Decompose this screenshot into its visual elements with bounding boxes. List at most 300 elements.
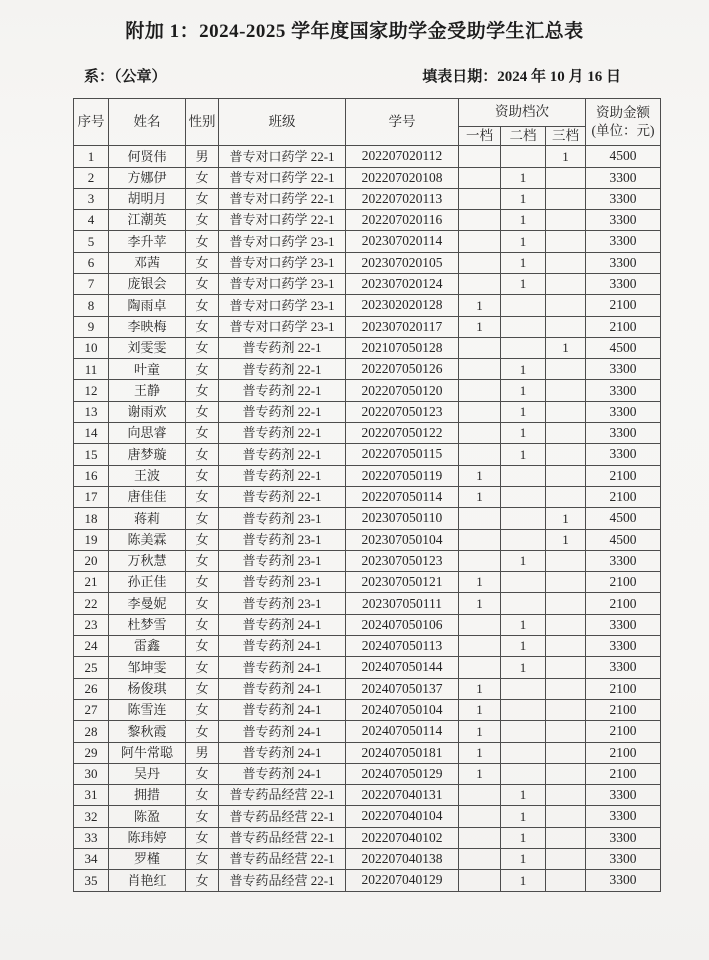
cell-tier2: 1: [501, 849, 546, 870]
cell-name: 何贤伟: [109, 146, 186, 167]
cell-gender: 女: [186, 316, 219, 337]
cell-amount: 2100: [586, 295, 661, 316]
cell-tier3: [546, 721, 586, 742]
cell-student_id: 202207050119: [346, 465, 459, 486]
cell-seq: 19: [74, 529, 109, 550]
cell-tier1: [459, 849, 501, 870]
cell-tier3: 1: [546, 146, 586, 167]
cell-tier3: [546, 763, 586, 784]
cell-tier3: [546, 550, 586, 571]
cell-name: 蒋莉: [109, 508, 186, 529]
cell-name: 唐梦璇: [109, 444, 186, 465]
cell-student_id: 202207050115: [346, 444, 459, 465]
cell-name: 邓茜: [109, 252, 186, 273]
cell-tier1: [459, 231, 501, 252]
cell-class: 普专对口药学 23-1: [219, 252, 346, 273]
cell-tier2: [501, 678, 546, 699]
cell-class: 普专对口药学 22-1: [219, 146, 346, 167]
table-row: [74, 614, 661, 635]
cell-amount: 3300: [586, 849, 661, 870]
cell-seq: 32: [74, 806, 109, 827]
cell-tier2: 1: [501, 231, 546, 252]
cell-gender: 女: [186, 550, 219, 571]
cell-name: 雷鑫: [109, 636, 186, 657]
cell-tier2: [501, 529, 546, 550]
cell-student_id: 202407050144: [346, 657, 459, 678]
cell-tier1: [459, 657, 501, 678]
cell-gender: 女: [186, 699, 219, 720]
cell-student_id: 202307020114: [346, 231, 459, 252]
cell-class: 普专药剂 22-1: [219, 401, 346, 422]
cell-amount: 2100: [586, 678, 661, 699]
cell-seq: 25: [74, 657, 109, 678]
cell-seq: 12: [74, 380, 109, 401]
cell-tier1: [459, 210, 501, 231]
cell-name: 罗槿: [109, 849, 186, 870]
cell-student_id: 202107050128: [346, 337, 459, 358]
cell-tier3: [546, 444, 586, 465]
cell-class: 普专对口药学 22-1: [219, 188, 346, 209]
cell-tier2: 1: [501, 806, 546, 827]
cell-tier1: [459, 614, 501, 635]
cell-tier2: 1: [501, 636, 546, 657]
cell-name: 孙正佳: [109, 572, 186, 593]
cell-tier3: [546, 423, 586, 444]
cell-gender: 女: [186, 167, 219, 188]
cell-amount: 2100: [586, 465, 661, 486]
cell-class: 普专药品经营 22-1: [219, 785, 346, 806]
cell-class: 普专药品经营 22-1: [219, 827, 346, 848]
cell-name: 陈盈: [109, 806, 186, 827]
table-row: [74, 785, 661, 806]
table-row: [74, 380, 661, 401]
header-tier2: 二档: [501, 127, 546, 146]
cell-amount: 3300: [586, 785, 661, 806]
cell-class: 普专药剂 24-1: [219, 636, 346, 657]
cell-gender: 女: [186, 763, 219, 784]
cell-tier3: [546, 699, 586, 720]
cell-seq: 26: [74, 678, 109, 699]
cell-class: 普专药剂 22-1: [219, 423, 346, 444]
cell-seq: 5: [74, 231, 109, 252]
cell-gender: 男: [186, 146, 219, 167]
cell-student_id: 202407050104: [346, 699, 459, 720]
cell-gender: 女: [186, 444, 219, 465]
cell-gender: 女: [186, 827, 219, 848]
cell-name: 万秋慧: [109, 550, 186, 571]
cell-name: 黎秋霞: [109, 721, 186, 742]
cell-tier1: [459, 827, 501, 848]
cell-amount: 2100: [586, 593, 661, 614]
cell-student_id: 202207020113: [346, 188, 459, 209]
cell-class: 普专药剂 23-1: [219, 593, 346, 614]
cell-class: 普专对口药学 22-1: [219, 167, 346, 188]
fill-date-label: 填表日期：2024 年 10 月 16 日: [422, 69, 621, 85]
cell-gender: 女: [186, 529, 219, 550]
cell-gender: 女: [186, 785, 219, 806]
cell-student_id: 202307050121: [346, 572, 459, 593]
cell-tier2: 1: [501, 827, 546, 848]
cell-tier3: [546, 657, 586, 678]
cell-name: 陈美霖: [109, 529, 186, 550]
cell-tier3: [546, 614, 586, 635]
cell-gender: 女: [186, 188, 219, 209]
table-row: [74, 274, 661, 295]
cell-tier1: 1: [459, 721, 501, 742]
student-table-body: [74, 146, 661, 891]
cell-seq: 18: [74, 508, 109, 529]
cell-amount: 4500: [586, 529, 661, 550]
cell-seq: 13: [74, 401, 109, 422]
cell-tier1: 1: [459, 465, 501, 486]
cell-tier2: [501, 763, 546, 784]
cell-name: 王波: [109, 465, 186, 486]
cell-amount: 3300: [586, 401, 661, 422]
table-row: [74, 572, 661, 593]
cell-student_id: 202307050111: [346, 593, 459, 614]
cell-tier3: [546, 359, 586, 380]
cell-amount: 3300: [586, 188, 661, 209]
table-row: [74, 699, 661, 720]
cell-gender: 女: [186, 614, 219, 635]
cell-gender: 女: [186, 721, 219, 742]
cell-tier1: [459, 636, 501, 657]
cell-amount: 3300: [586, 167, 661, 188]
cell-gender: 女: [186, 657, 219, 678]
cell-tier1: [459, 188, 501, 209]
cell-student_id: 202407050181: [346, 742, 459, 763]
table-header: [74, 99, 661, 146]
cell-name: 邹坤雯: [109, 657, 186, 678]
department-seal-label: 系：（公章）: [84, 69, 167, 85]
cell-amount: 2100: [586, 572, 661, 593]
cell-tier3: [546, 572, 586, 593]
cell-student_id: 202207020116: [346, 210, 459, 231]
cell-tier1: 1: [459, 699, 501, 720]
table-row: [74, 529, 661, 550]
cell-amount: 4500: [586, 337, 661, 358]
cell-class: 普专药剂 22-1: [219, 444, 346, 465]
cell-tier3: [546, 167, 586, 188]
header-tier-group: 资助档次: [459, 99, 586, 127]
cell-student_id: 202307050123: [346, 550, 459, 571]
cell-tier2: 1: [501, 785, 546, 806]
table-row: [74, 593, 661, 614]
cell-gender: 女: [186, 465, 219, 486]
cell-seq: 14: [74, 423, 109, 444]
table-row: [74, 188, 661, 209]
cell-name: 唐佳佳: [109, 486, 186, 507]
cell-tier2: [501, 146, 546, 167]
cell-tier2: 1: [501, 614, 546, 635]
cell-gender: 女: [186, 486, 219, 507]
cell-class: 普专药品经营 22-1: [219, 806, 346, 827]
cell-class: 普专药剂 24-1: [219, 742, 346, 763]
cell-name: 李映梅: [109, 316, 186, 337]
cell-name: 江潮英: [109, 210, 186, 231]
cell-student_id: 202307020105: [346, 252, 459, 273]
cell-gender: 女: [186, 274, 219, 295]
cell-tier1: 1: [459, 295, 501, 316]
cell-seq: 1: [74, 146, 109, 167]
cell-tier1: 1: [459, 742, 501, 763]
table-row: [74, 550, 661, 571]
cell-seq: 10: [74, 337, 109, 358]
cell-tier2: [501, 593, 546, 614]
cell-seq: 30: [74, 763, 109, 784]
cell-class: 普专药剂 22-1: [219, 337, 346, 358]
cell-tier1: [459, 380, 501, 401]
cell-gender: 女: [186, 508, 219, 529]
table-row: [74, 827, 661, 848]
cell-tier2: 1: [501, 210, 546, 231]
header-amount: 资助金额 (单位：元): [586, 99, 661, 146]
cell-tier1: [459, 359, 501, 380]
cell-seq: 11: [74, 359, 109, 380]
table-row: [74, 870, 661, 891]
cell-seq: 27: [74, 699, 109, 720]
cell-tier2: [501, 699, 546, 720]
cell-amount: 3300: [586, 359, 661, 380]
cell-class: 普专药剂 24-1: [219, 721, 346, 742]
cell-tier2: [501, 572, 546, 593]
cell-class: 普专对口药学 23-1: [219, 295, 346, 316]
cell-amount: 3300: [586, 806, 661, 827]
cell-student_id: 202307020124: [346, 274, 459, 295]
cell-tier1: [459, 167, 501, 188]
cell-class: 普专对口药学 23-1: [219, 274, 346, 295]
cell-student_id: 202207040102: [346, 827, 459, 848]
table-row: [74, 252, 661, 273]
table-row: [74, 295, 661, 316]
cell-student_id: 202207040131: [346, 785, 459, 806]
cell-tier2: 1: [501, 870, 546, 891]
cell-student_id: 202307050104: [346, 529, 459, 550]
cell-gender: 男: [186, 742, 219, 763]
cell-tier3: [546, 785, 586, 806]
cell-class: 普专对口药学 23-1: [219, 231, 346, 252]
cell-tier2: [501, 721, 546, 742]
cell-tier3: [546, 295, 586, 316]
table-row: [74, 210, 661, 231]
cell-tier3: [546, 188, 586, 209]
cell-amount: 3300: [586, 636, 661, 657]
cell-class: 普专药品经营 22-1: [219, 870, 346, 891]
cell-gender: 女: [186, 401, 219, 422]
cell-class: 普专药剂 22-1: [219, 380, 346, 401]
cell-tier1: [459, 423, 501, 444]
cell-class: 普专药剂 22-1: [219, 465, 346, 486]
cell-gender: 女: [186, 423, 219, 444]
cell-tier1: [459, 870, 501, 891]
cell-name: 方娜伊: [109, 167, 186, 188]
cell-gender: 女: [186, 849, 219, 870]
cell-tier3: [546, 210, 586, 231]
cell-seq: 29: [74, 742, 109, 763]
cell-amount: 2100: [586, 699, 661, 720]
cell-tier1: [459, 337, 501, 358]
cell-tier2: [501, 337, 546, 358]
cell-tier2: 1: [501, 359, 546, 380]
cell-tier2: [501, 508, 546, 529]
cell-tier3: [546, 465, 586, 486]
cell-tier3: [546, 636, 586, 657]
cell-amount: 3300: [586, 252, 661, 273]
cell-seq: 16: [74, 465, 109, 486]
cell-seq: 33: [74, 827, 109, 848]
header-tier3: 三档: [546, 127, 586, 146]
cell-tier2: [501, 316, 546, 337]
cell-tier1: [459, 550, 501, 571]
cell-name: 杨俊琪: [109, 678, 186, 699]
cell-seq: 4: [74, 210, 109, 231]
cell-name: 叶童: [109, 359, 186, 380]
cell-amount: 4500: [586, 146, 661, 167]
table-row: [74, 359, 661, 380]
cell-tier1: [459, 401, 501, 422]
table-row: [74, 742, 661, 763]
cell-class: 普专药剂 24-1: [219, 678, 346, 699]
cell-name: 李升苹: [109, 231, 186, 252]
header-class: 班级: [219, 99, 346, 146]
cell-name: 胡明月: [109, 188, 186, 209]
cell-seq: 3: [74, 188, 109, 209]
cell-name: 杜梦雪: [109, 614, 186, 635]
table-row: [74, 657, 661, 678]
table-row: [74, 849, 661, 870]
cell-tier3: [546, 274, 586, 295]
cell-tier2: 1: [501, 188, 546, 209]
table-row: [74, 486, 661, 507]
cell-amount: 3300: [586, 657, 661, 678]
cell-tier3: [546, 849, 586, 870]
cell-name: 向思睿: [109, 423, 186, 444]
cell-student_id: 202207040129: [346, 870, 459, 891]
cell-gender: 女: [186, 295, 219, 316]
cell-amount: 3300: [586, 231, 661, 252]
cell-amount: 2100: [586, 763, 661, 784]
cell-student_id: 202207050123: [346, 401, 459, 422]
cell-seq: 6: [74, 252, 109, 273]
cell-amount: 2100: [586, 486, 661, 507]
cell-student_id: 202207040104: [346, 806, 459, 827]
cell-tier1: [459, 444, 501, 465]
cell-tier2: [501, 295, 546, 316]
cell-amount: 3300: [586, 210, 661, 231]
table-row: [74, 423, 661, 444]
cell-tier2: 1: [501, 423, 546, 444]
cell-tier2: 1: [501, 444, 546, 465]
cell-class: 普专药剂 23-1: [219, 550, 346, 571]
cell-tier1: 1: [459, 678, 501, 699]
header-student-id: 学号: [346, 99, 459, 146]
cell-name: 谢雨欢: [109, 401, 186, 422]
cell-class: 普专药剂 24-1: [219, 657, 346, 678]
cell-tier2: 1: [501, 167, 546, 188]
cell-gender: 女: [186, 252, 219, 273]
table-row: [74, 146, 661, 167]
student-aid-table: [73, 98, 661, 892]
table-row: [74, 763, 661, 784]
cell-tier2: 1: [501, 401, 546, 422]
cell-tier1: [459, 274, 501, 295]
cell-class: 普专药品经营 22-1: [219, 849, 346, 870]
cell-tier1: 1: [459, 593, 501, 614]
cell-gender: 女: [186, 636, 219, 657]
cell-amount: 3300: [586, 870, 661, 891]
cell-amount: 3300: [586, 380, 661, 401]
cell-seq: 2: [74, 167, 109, 188]
header-tier1: 一档: [459, 127, 501, 146]
table-row: [74, 678, 661, 699]
cell-student_id: 202407050113: [346, 636, 459, 657]
cell-class: 普专药剂 24-1: [219, 614, 346, 635]
cell-student_id: 202407050137: [346, 678, 459, 699]
cell-tier2: 1: [501, 550, 546, 571]
cell-class: 普专药剂 22-1: [219, 359, 346, 380]
cell-gender: 女: [186, 359, 219, 380]
cell-name: 肖艳红: [109, 870, 186, 891]
cell-tier3: [546, 870, 586, 891]
cell-class: 普专对口药学 23-1: [219, 316, 346, 337]
header-name: 姓名: [109, 99, 186, 146]
cell-name: 李曼妮: [109, 593, 186, 614]
cell-student_id: 202207040138: [346, 849, 459, 870]
cell-name: 阿牛常聪: [109, 742, 186, 763]
cell-tier3: [546, 252, 586, 273]
cell-gender: 女: [186, 231, 219, 252]
cell-student_id: 202407050114: [346, 721, 459, 742]
cell-gender: 女: [186, 870, 219, 891]
cell-tier1: [459, 785, 501, 806]
cell-tier1: [459, 806, 501, 827]
cell-seq: 17: [74, 486, 109, 507]
cell-amount: 3300: [586, 827, 661, 848]
cell-name: 吴丹: [109, 763, 186, 784]
cell-name: 拥措: [109, 785, 186, 806]
cell-student_id: 202207050120: [346, 380, 459, 401]
cell-tier3: [546, 316, 586, 337]
cell-tier3: [546, 231, 586, 252]
cell-tier3: [546, 401, 586, 422]
cell-tier1: 1: [459, 486, 501, 507]
cell-student_id: 202307050110: [346, 508, 459, 529]
cell-class: 普专药剂 23-1: [219, 508, 346, 529]
cell-class: 普专药剂 24-1: [219, 699, 346, 720]
cell-gender: 女: [186, 678, 219, 699]
cell-student_id: 202207050126: [346, 359, 459, 380]
meta-row: [0, 65, 709, 86]
table-row: [74, 636, 661, 657]
cell-class: 普专药剂 23-1: [219, 529, 346, 550]
cell-tier1: 1: [459, 572, 501, 593]
cell-amount: 3300: [586, 423, 661, 444]
cell-gender: 女: [186, 572, 219, 593]
cell-name: 庞银会: [109, 274, 186, 295]
cell-student_id: 202207020108: [346, 167, 459, 188]
cell-seq: 28: [74, 721, 109, 742]
cell-tier2: [501, 742, 546, 763]
cell-class: 普专药剂 24-1: [219, 763, 346, 784]
cell-seq: 7: [74, 274, 109, 295]
cell-seq: 21: [74, 572, 109, 593]
cell-tier1: [459, 529, 501, 550]
cell-seq: 22: [74, 593, 109, 614]
cell-seq: 35: [74, 870, 109, 891]
cell-tier2: 1: [501, 380, 546, 401]
cell-tier3: [546, 806, 586, 827]
cell-student_id: 202307020117: [346, 316, 459, 337]
